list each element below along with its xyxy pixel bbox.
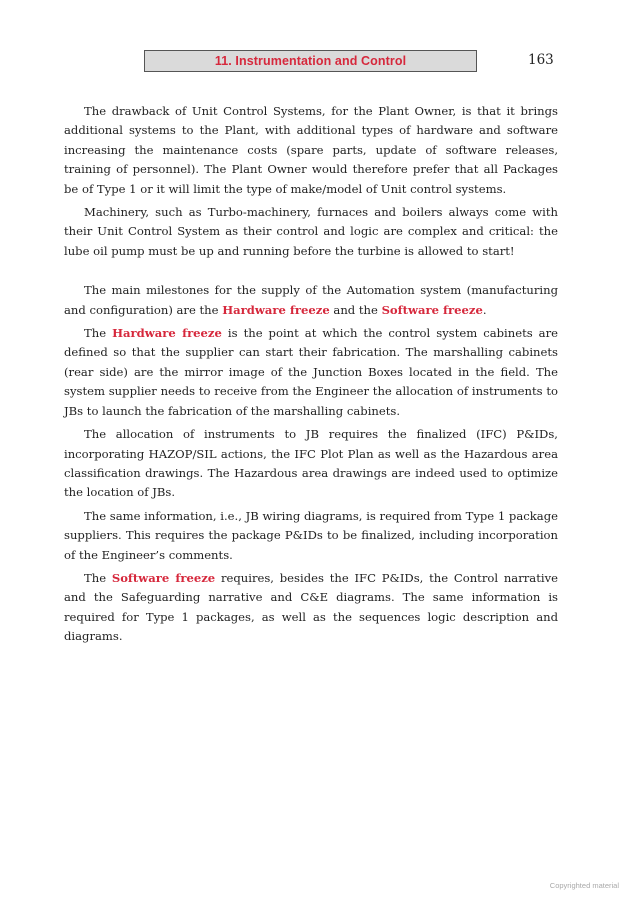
chapter-title: 11. Instrumentation and Control	[214, 54, 407, 68]
paragraph-jb-allocation: The allocation of instruments to JB requires the finalized (IFC) P&IDs, incorporating HAZOP/SIL actions, the IFC Plot Plan as well as the Hazardous area classification drawings. The Hazardous area drawings are indeed used to optimize the location of JBs.	[64, 427, 558, 500]
copyright-note: Copyrighted material	[549, 881, 619, 890]
paragraph-type1-suppliers: The same information, i.e., JB wiring diagrams, is required from Type 1 package suppliers. This requires the package P&IDs to be finalized, including incorporation of the Engineer’s comments.	[64, 508, 558, 562]
text-segment: is the point at which the control system cabinets are defined so that the supplier can start their fabrication. The marshalling cabinets (rear side) are the mirror image of the Junction Boxes located in the field. The system supplier needs to receive from the Engineer the allocation of instruments to JBs to launch the fabrication of the marshalling cabinets.	[64, 326, 558, 418]
text-segment: The main milestones for the supply of the Automation system (manufacturing and configuration) are the	[64, 283, 558, 317]
paragraph-hardware-freeze	[64, 324, 558, 421]
paragraph-software-freeze	[64, 569, 558, 647]
body-text	[64, 102, 558, 651]
text-segment: The	[84, 326, 113, 341]
text-segment: .	[482, 302, 487, 317]
highlight-hardware-freeze: Hardware freeze	[222, 302, 330, 317]
highlight-hardware-freeze: Hardware freeze	[112, 326, 222, 341]
highlight-software-freeze: Software freeze	[381, 302, 483, 317]
text-segment: and the	[329, 302, 382, 317]
paragraph-unit-control-drawback: The drawback of Unit Control Systems, for the Plant Owner, is that it brings additional systems to the Plant, with additional types of hardware and software increasing the maintenance costs (spare parts, update of software releases, training of personnel). The Plant Owner would therefore prefer that all Packages be of Type 1 or it will limit the type of make/model of Unit control systems.	[64, 104, 558, 196]
highlight-software-freeze: Software freeze	[111, 570, 216, 585]
paragraph-machinery: Machinery, such as Turbo-machinery, furnaces and boilers always come with their Unit Control System as their control and logic are complex and critical: the lube oil pump must be up and running before the turbine is allowed to start!	[64, 205, 558, 258]
page-number: 163	[528, 52, 554, 68]
chapter-header-box	[144, 50, 477, 72]
text-segment: requires, besides the IFC P&IDs, the Control narrative and the Safeguarding narrative and C&E diagrams. The same information is required for Type 1 packages, as well as the sequences logic description and diagrams.	[64, 570, 558, 644]
paragraph-milestones	[64, 281, 558, 320]
text-segment: The	[84, 570, 112, 585]
